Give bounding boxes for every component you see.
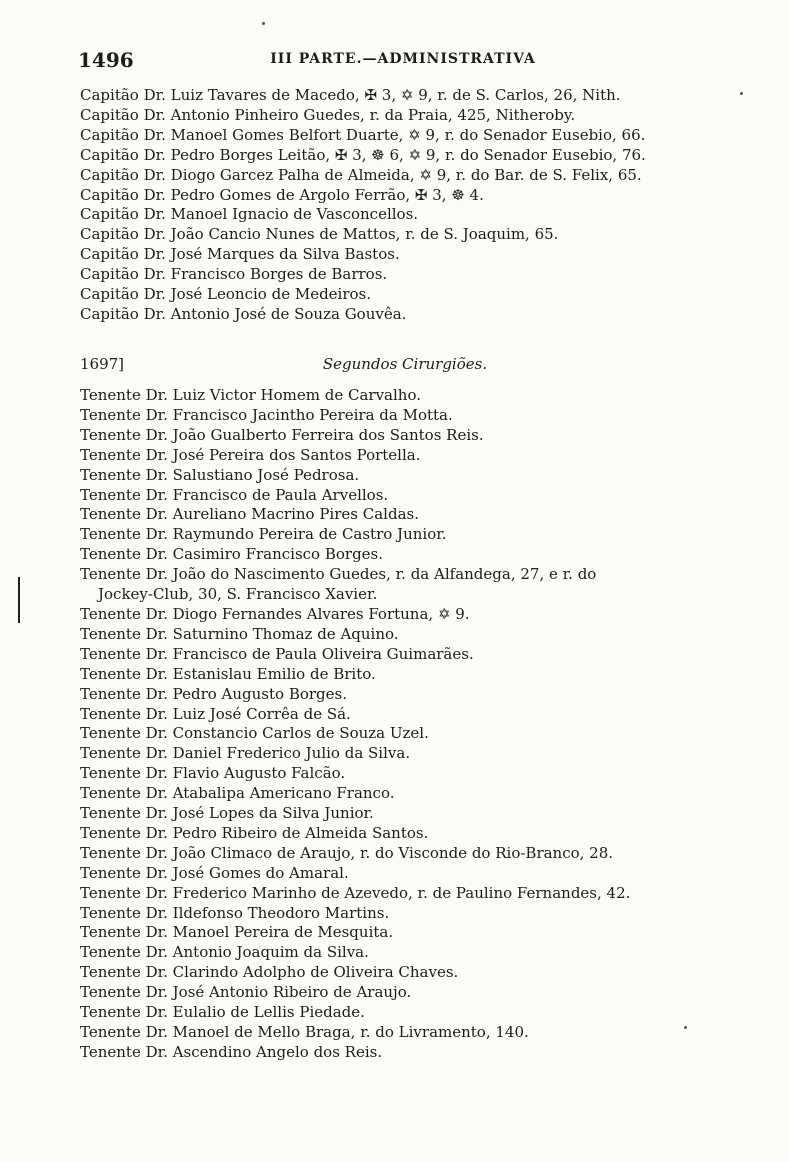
speck [740,92,743,95]
section-heading [80,355,730,377]
list-item: Tenente Dr. Luiz José Corrêa de Sá. [80,704,351,723]
list-item: Tenente Dr. José Gomes do Amaral. [80,863,349,882]
list-item: Capitão Dr. João Cancio Nunes de Mattos, r. de S. Joaquim, 65. [80,225,559,244]
list-item: Tenente Dr. Eulalio de Lellis Piedade. [80,1003,365,1022]
list-item: Capitão Dr. José Marques da Silva Bastos. [80,245,400,264]
list-item: Tenente Dr. Ascendino Angelo dos Reis. [80,1042,383,1061]
list-item: Tenente Dr. Flavio Augusto Falcão. [80,764,346,783]
list-item: Capitão Dr. Diogo Garcez Palha de Almeida, ✡ 9, r. do Bar. de S. Felix, 65. [80,165,642,184]
list-item: Tenente Dr. Saturnino Thomaz de Aquino. [80,624,399,643]
list-item: Capitão Dr. Luiz Tavares de Macedo, ✠ 3, ✡ 9, r. de S. Carlos, 26, Nith. [80,86,621,104]
list-item: Tenente Dr. Diogo Fernandes Alvares Fortuna, ✡ 9. [80,604,470,623]
list-item: Capitão Dr. Manoel Ignacio de Vasconcellos. [80,205,419,224]
list-item: Tenente Dr. Daniel Frederico Julio da Silva. [80,744,411,763]
list-item-continuation: Jockey-Club, 30, S. Francisco Xavier. [98,585,378,604]
speck [262,22,265,25]
list-item: Tenente Dr. Pedro Augusto Borges. [80,684,347,703]
list-item: Tenente Dr. Estanislau Emilio de Brito. [80,664,376,683]
list-item: Tenente Dr. Salustiano José Pedrosa. [80,465,360,484]
list-item: Tenente Dr. José Pereira dos Santos Portella. [80,445,421,464]
page-number: 1496 [78,48,134,72]
list-item: Tenente Dr. João Gualberto Ferreira dos Santos Reis. [80,425,484,444]
list-item: Capitão Dr. Francisco Borges de Barros. [80,265,388,284]
list-item: Tenente Dr. Manoel Pereira de Mesquita. [80,923,394,942]
list-item: Capitão Dr. Pedro Borges Leitão, ✠ 3, ☸ 6, ✡ 9, r. do Senador Eusebio, 76. [80,145,646,164]
list-item: Tenente Dr. Frederico Marinho de Azevedo, r. de Paulino Fernandes, 42. [80,883,631,902]
list-item: Tenente Dr. Pedro Ribeiro de Almeida Santos. [80,823,429,842]
list-item: Tenente Dr. Atabalipa Americano Franco. [80,784,395,803]
speck [684,1026,687,1029]
list-item: Tenente Dr. Francisco de Paula Oliveira Guimarães. [80,644,474,663]
margin-mark [18,577,20,623]
tenentes-list [80,386,730,1063]
list-item: Capitão Dr. Manoel Gomes Belfort Duarte, ✡ 9, r. do Senador Eusebio, 66. [80,125,646,144]
list-item: Capitão Dr. José Leoncio de Medeiros. [80,285,372,304]
list-item: Tenente Dr. João do Nascimento Guedes, r. da Alfandega, 27, e r. do [80,565,597,584]
list-item: Tenente Dr. Luiz Victor Homem de Carvalho. [80,386,421,404]
section-number: 1697] [80,355,125,373]
list-item: Tenente Dr. Francisco Jacintho Pereira da Motta. [80,405,453,424]
list-item: Tenente Dr. Constancio Carlos de Souza Uzel. [80,724,429,743]
list-item: Capitão Dr. Antonio José de Souza Gouvêa. [80,304,407,323]
list-item: Tenente Dr. Ildefonso Theodoro Martins. [80,903,390,922]
page-header [78,48,728,74]
section-title: Segundos Cirurgiões. [322,355,488,373]
running-title: III PARTE.—ADMINISTRATIVA [270,51,536,67]
capitaes-list [80,86,730,325]
list-item: Tenente Dr. Antonio Joaquim da Silva. [80,943,369,962]
list-item: Capitão Dr. Pedro Gomes de Argolo Ferrão, ✠ 3, ☸ 4. [80,185,484,204]
list-item: Tenente Dr. José Antonio Ribeiro de Araujo. [80,983,412,1002]
list-item: Tenente Dr. Aureliano Macrino Pires Caldas. [80,505,419,524]
list-item: Tenente Dr. Clarindo Adolpho de Oliveira Chaves. [80,963,459,982]
list-item: Tenente Dr. Casimiro Francisco Borges. [80,545,384,564]
list-item: Tenente Dr. João Climaco de Araujo, r. do Visconde do Rio-Branco, 28. [80,843,614,862]
list-item: Tenente Dr. Francisco de Paula Arvellos. [80,485,389,504]
list-item: Tenente Dr. José Lopes da Silva Junior. [80,804,374,823]
list-item: Capitão Dr. Antonio Pinheiro Guedes, r. da Praia, 425, Nitheroby. [80,105,576,124]
list-item: Tenente Dr. Manoel de Mello Braga, r. do Livramento, 140. [80,1023,529,1041]
list-item: Tenente Dr. Raymundo Pereira de Castro Junior. [80,525,447,544]
